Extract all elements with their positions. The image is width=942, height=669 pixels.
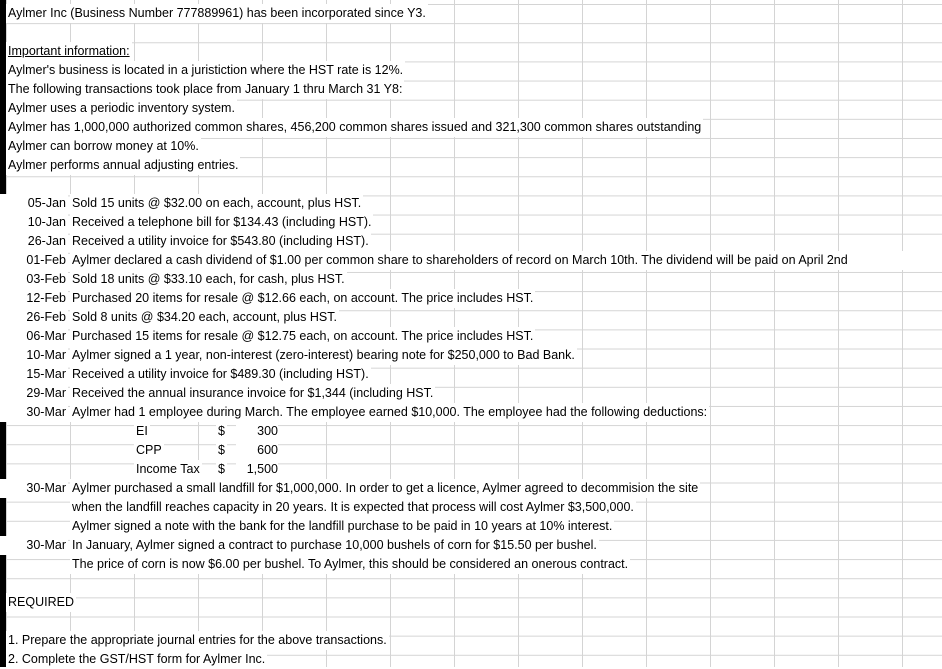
info-line[interactable]: Aylmer has 1,000,000 authorized common shares, 456,200 common shares issued and 321,300 common shares outstanding: [6, 118, 703, 137]
transaction-text[interactable]: Aylmer declared a cash dividend of $1.00 per common share to shareholders of record on March 10th. The dividend will be paid on April 2nd: [70, 251, 942, 270]
corn-text[interactable]: The price of corn is now $6.00 per bushel. To Aylmer, this should be considered an onerous contract.: [70, 555, 630, 574]
deduction-currency[interactable]: $: [216, 422, 227, 441]
transaction-date[interactable]: 10-Mar: [0, 346, 68, 365]
transaction-date[interactable]: 15-Mar: [0, 365, 68, 384]
transaction-date[interactable]: 10-Jan: [0, 213, 68, 232]
deduction-label-income-tax[interactable]: Income Tax: [134, 460, 202, 479]
transaction-date[interactable]: 29-Mar: [0, 384, 68, 403]
transaction-date[interactable]: 12-Feb: [0, 289, 68, 308]
landfill-text[interactable]: when the landfill reaches capacity in 20 years. It is expected that process will cost Aylmer $3,500,000.: [70, 498, 636, 517]
deduction-currency[interactable]: $: [216, 441, 227, 460]
transaction-date[interactable]: 26-Jan: [0, 232, 68, 251]
transaction-text[interactable]: Aylmer signed a 1 year, non-interest (zero-interest) bearing note for $250,000 to Bad Bank.: [70, 346, 577, 365]
transaction-date[interactable]: 03-Feb: [0, 270, 68, 289]
transaction-date[interactable]: 26-Feb: [0, 308, 68, 327]
deduction-amount-cpp[interactable]: 600: [236, 441, 278, 460]
company-intro-text[interactable]: Aylmer Inc (Business Number 777889961) has been incorporated since Y3.: [6, 4, 428, 23]
required-item[interactable]: 1. Prepare the appropriate journal entries for the above transactions.: [6, 631, 389, 650]
transaction-date[interactable]: 06-Mar: [0, 327, 68, 346]
transaction-date[interactable]: 01-Feb: [0, 251, 68, 270]
transaction-text[interactable]: Purchased 20 items for resale @ $12.66 each, on account. The price includes HST.: [70, 289, 535, 308]
transaction-text[interactable]: Sold 15 units @ $32.00 on each, account, plus HST.: [70, 194, 363, 213]
landfill-text[interactable]: Aylmer purchased a small landfill for $1,000,000. In order to get a licence, Aylmer agreed to decommision the site: [70, 479, 700, 498]
required-title[interactable]: REQUIRED: [6, 593, 76, 612]
landfill-date[interactable]: 30-Mar: [0, 479, 68, 498]
transaction-text[interactable]: Received a telephone bill for $134.43 (including HST).: [70, 213, 373, 232]
transaction-text[interactable]: Received a utility invoice for $543.80 (including HST).: [70, 232, 371, 251]
required-item[interactable]: 2. Complete the GST/HST form for Aylmer Inc.: [6, 650, 267, 669]
deduction-currency[interactable]: $: [216, 460, 227, 479]
transaction-text[interactable]: Aylmer had 1 employee during March. The employee earned $10,000. The employee had the following deductions:: [70, 403, 709, 422]
info-line[interactable]: Aylmer's business is located in a juristiction where the HST rate is 12%.: [6, 61, 405, 80]
corn-date[interactable]: 30-Mar: [0, 536, 68, 555]
transaction-date[interactable]: 30-Mar: [0, 403, 68, 422]
landfill-text[interactable]: Aylmer signed a note with the bank for the landfill purchase to be paid in 10 years at 10% interest.: [70, 517, 614, 536]
corn-text[interactable]: In January, Aylmer signed a contract to purchase 10,000 bushels of corn for $15.50 per bushel.: [70, 536, 599, 555]
transaction-text[interactable]: Sold 8 units @ $34.20 each, account, plus HST.: [70, 308, 339, 327]
deduction-label-cpp[interactable]: CPP: [134, 441, 164, 460]
transaction-text[interactable]: Received the annual insurance invoice for $1,344 (including HST.: [70, 384, 435, 403]
info-line[interactable]: Aylmer can borrow money at 10%.: [6, 137, 201, 156]
info-line[interactable]: Aylmer uses a periodic inventory system.: [6, 99, 237, 118]
deduction-amount-income-tax[interactable]: 1,500: [236, 460, 278, 479]
deduction-label-ei[interactable]: EI: [134, 422, 150, 441]
transaction-date[interactable]: 05-Jan: [0, 194, 68, 213]
deduction-amount-ei[interactable]: 300: [236, 422, 278, 441]
transaction-text[interactable]: Received a utility invoice for $489.30 (including HST).: [70, 365, 371, 384]
important-info-title[interactable]: Important information:: [6, 42, 132, 61]
transaction-text[interactable]: Purchased 15 items for resale @ $12.75 each, on account. The price includes HST.: [70, 327, 535, 346]
info-line[interactable]: Aylmer performs annual adjusting entries.: [6, 156, 240, 175]
transaction-text[interactable]: Sold 18 units @ $33.10 each, for cash, plus HST.: [70, 270, 347, 289]
info-line[interactable]: The following transactions took place from January 1 thru March 31 Y8:: [6, 80, 404, 99]
